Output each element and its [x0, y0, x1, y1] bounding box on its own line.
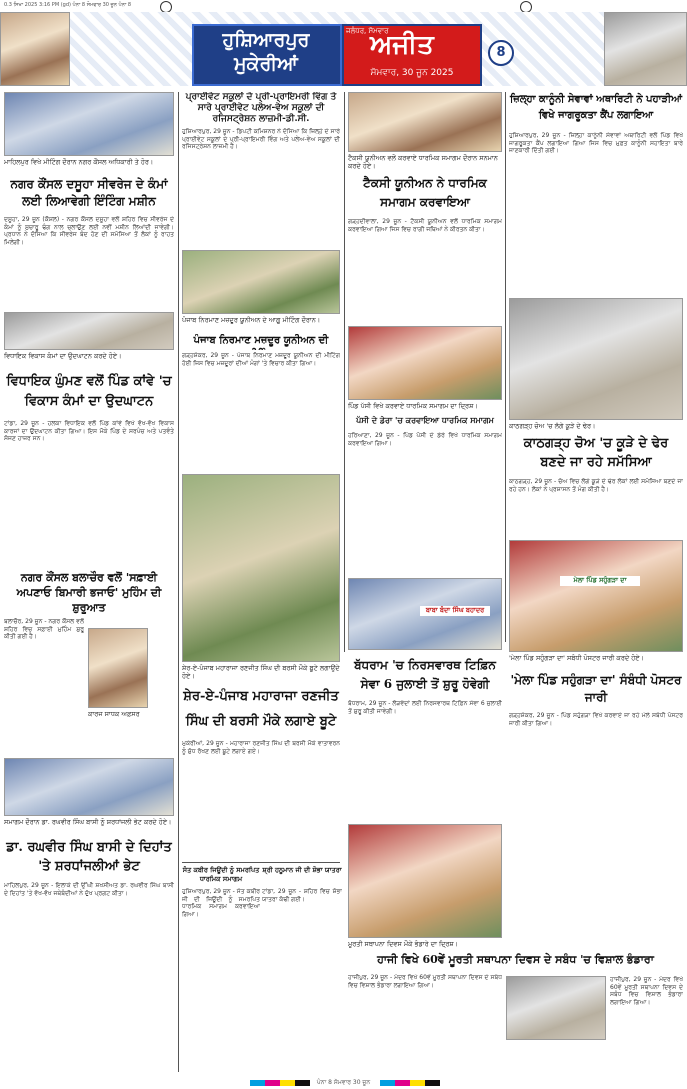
color-calibration-bar	[250, 1080, 310, 1086]
photo-caption: ਮਾਹਿਲਪੁਰ ਵਿਖੇ ਮੀਟਿੰਗ ਦੌਰਾਨ ਨਗਰ ਕੌਂਸਲ ਅਧਿਕਾਰੀ ਤੇ ਹੋਰ।	[4, 158, 154, 166]
headline: ਨਗਰ ਕੌਂਸਲ ਬਲਾਚੌਰ ਵਲੋਂ 'ਸਫ਼ਾਈ ਅਪਣਾਓ ਬਿਮਾਰੀ ਭਜਾਓ' ਮੁਹਿੰਮ ਦੀ ਸ਼ੁਰੂਆਤ	[16, 571, 162, 614]
article-body: ਮਾਹਿਲਪੁਰ, 29 ਜੂਨ - ਇਲਾਕੇ ਦੀ ਉੱਘੀ ਸ਼ਖਸੀਅਤ ਡਾ. ਰਘਵੀਰ ਸਿੰਘ ਬਾਸੀ ਦੇ ਦਿਹਾਂਤ 'ਤੇ ਵੱਖ-ਵੱਖ ਜਥੇਬੰਦੀਆਂ ਨੇ ਦੁੱਖ ਪ੍ਰਗਟ ਕੀਤਾ।	[4, 882, 174, 897]
headline: ਪੱਸੀ ਦੇ ਡੇਰਾ 'ਚ ਕਰਵਾਇਆ ਧਾਰਮਿਕ ਸਮਾਗਮ	[356, 415, 494, 425]
photo-religious-event	[348, 326, 502, 400]
column-divider	[344, 92, 345, 652]
sub-headline: ਸੰਤ ਕਬੀਰ ਜਿਊਂਦੀ ਨੂੰ ਸਮਰਪਿਤ ਧਾਰਮਿਕ ਸਮਾਗਮ	[182, 866, 260, 883]
photo-bhandara	[348, 824, 502, 938]
photo-garbage	[509, 298, 683, 420]
article-body: ਹਾਜੀਪੁਰ, 29 ਜੂਨ - ਮੰਦਰ ਵਿਖੇ 60ਵੇਂ ਮੂਰਤੀ ਸਥਾਪਨਾ ਦਿਵਸ ਦੇ ਸਬੰਧ ਵਿਚ ਵਿਸ਼ਾਲ ਭੰਡਾਰਾ ਲਗਾਇਆ ਗਿਆ।	[348, 974, 502, 989]
article-body: ਗੜ੍ਹਸ਼ੰਕਰ, 29 ਜੂਨ - ਪੰਜਾਬ ਨਿਰਮਾਣ ਮਜ਼ਦੂਰ ਯੂਨੀਅਨ ਦੀ ਮੀਟਿੰਗ ਹੋਈ ਜਿਸ ਵਿਚ ਮਜ਼ਦੂਰਾਂ ਦੀਆਂ ਮੰਗਾਂ 'ਤੇ ਵਿਚਾਰ ਕੀਤਾ ਗਿਆ।	[182, 352, 340, 367]
photo-crowd	[506, 976, 606, 1040]
color-calibration-bar	[380, 1080, 440, 1086]
divider	[182, 862, 340, 863]
article-body: ਹਰਿਆਣਾ, 29 ਜੂਨ - ਪਿੰਡ ਪੱਸੀ ਦੇ ਡੇਰੇ ਵਿਖੇ ਧਾਰਮਿਕ ਸਮਾਗਮ ਕਰਵਾਇਆ ਗਿਆ।	[348, 432, 502, 447]
article-body: ਟਾਂਡਾ, 29 ਜੂਨ - ਹਲਕਾ ਵਿਧਾਇਕ ਵਲੋਂ ਪਿੰਡ ਕਾਂਵੇ ਵਿਖੇ ਵੱਖ-ਵੱਖ ਵਿਕਾਸ ਕਾਰਜਾਂ ਦਾ ਉਦਘਾਟਨ ਕੀਤਾ ਗਿਆ। ਇਸ ਮੌਕੇ ਪਿੰਡ ਦੇ ਸਰਪੰਚ ਅਤੇ ਪਤਵੰਤੇ ਸੱਜਣ ਹਾਜ਼ਰ ਸਨ।	[4, 420, 174, 443]
article-body: ਬਲਾਚੌਰ, 29 ਜੂਨ - ਨਗਰ ਕੌਂਸਲ ਵਲੋਂ ਸ਼ਹਿਰ ਵਿਚ ਸਫ਼ਾਈ ਮੁਹਿੰਮ ਸ਼ੁਰੂ ਕੀਤੀ ਗਈ ਹੈ।	[4, 618, 84, 641]
photo-meeting	[4, 92, 174, 156]
photo-tree-planting	[182, 474, 340, 662]
photo-caption: ਪੰਜਾਬ ਨਿਰਮਾਣ ਮਜ਼ਦੂਰ ਯੂਨੀਅਨ ਦੇ ਆਗੂ ਮੀਟਿੰਗ ਦੌਰਾਨ।	[182, 316, 321, 324]
masthead-left-image	[0, 12, 70, 86]
photo-caption: ਸਮਾਗਮ ਦੌਰਾਨ ਡਾ. ਰਘਵੀਰ ਸਿੰਘ ਬਾਸੀ ਨੂੰ ਸ਼ਰਧਾਂਜਲੀ ਭੇਟ ਕਰਦੇ ਹੋਏ।	[4, 818, 172, 826]
photo-development	[4, 312, 174, 350]
photo-union	[182, 250, 340, 314]
print-info-strip: 0.3 ਸਿਖਾ 2025 3:16 PM (gd) ਪੰਨਾ 8 ਸੋਮਵਾਰ 30 ਜੂਨ ਪੰਨਾ 8	[4, 2, 132, 8]
headline: ਹਾਜੀ ਵਿਖੇ 60ਵੇਂ ਮੂਰਤੀ ਸਥਾਪਨਾ ਦਿਵਸ ਦੇ ਸਬੰਧ 'ਚ ਵਿਸ਼ਾਲ ਭੰਡਾਰਾ	[377, 953, 654, 966]
headline: ਪੰਜਾਬ ਨਿਰਮਾਣ ਮਜ਼ਦੂਰ ਯੂਨੀਅਨ ਦੀ	[193, 335, 329, 346]
poster-banner-text: ਮੇਲਾ ਪਿੰਡ ਸਹੁੰਗੜਾ ਦਾ	[560, 576, 640, 586]
article-body: ਹੁਸ਼ਿਆਰਪੁਰ, 29 ਜੂਨ - ਸੰਤ ਕਬੀਰ ਜੀ ਦੀ ਜਿਊਂਦੀ ਨੂੰ ਸਮਰਪਿਤ ਧਾਰਮਿਕ ਸਮਾਗਮ ਕਰਵਾਇਆ ਗਿਆ।	[182, 888, 260, 918]
page-footer: ਪੰਨਾ 8 ਸੋਮਵਾਰ 30 ਜੂਨ	[316, 1079, 371, 1086]
photo-caption: ਪਿੰਡ ਪੱਸੀ ਵਿਖੇ ਕਰਵਾਏ ਧਾਰਮਿਕ ਸਮਾਗਮ ਦਾ ਦ੍ਰਿਸ਼।	[348, 402, 478, 410]
column-divider	[505, 92, 506, 642]
photo-caption: ਕਾਠਗੜ੍ਹ ਚੋਅ 'ਚ ਲੱਗੇ ਕੂੜੇ ਦੇ ਢੇਰ।	[509, 422, 596, 430]
article-body: ਦਸੂਹਾ, 29 ਜੂਨ (ਕੌਸ਼ਲ) - ਨਗਰ ਕੌਂਸਲ ਦਸੂਹਾ ਵਲੋਂ ਸ਼ਹਿਰ ਵਿਚ ਸੀਵਰੇਜ ਦੇ ਕੰਮਾਂ ਨੂੰ ਸੁਚਾਰੂ ਢੰਗ ਨਾਲ ਚਲਾਉਣ ਲਈ ਨਵੀਂ ਮਸ਼ੀਨ ਲਿਆਂਦੀ ਜਾਵੇਗੀ। ਪ੍ਰਧਾਨ ਨੇ ਦੱਸਿਆ ਕਿ ਸੀਵਰੇਜ ਬੰਦ ਹੋਣ ਦੀ ਸਮੱਸਿਆ ਤੋਂ ਲੋਕਾਂ ਨੂੰ ਰਾਹਤ ਮਿਲੇਗੀ।	[4, 216, 174, 246]
page-number: 8	[488, 40, 514, 66]
headline: ਕਾਠਗੜ੍ਹ ਚੋਅ 'ਚ ਕੂੜੇ ਦੇ ਢੇਰ ਬਣਦੇ ਜਾ ਰਹੇ ਸਮੱਸਿਆ	[523, 436, 669, 470]
headline: ਜ਼ਿਲ੍ਹਾ ਕਾਨੂੰਨੀ ਸੇਵਾਵਾਂ ਅਥਾਰਿਟੀ ਨੇ ਪਹਾੜੀਆਂ ਵਿਖੇ ਜਾਗਰੂਕਤਾ ਕੈਂਪ ਲਗਾਇਆ	[509, 94, 682, 121]
masthead-right-image	[604, 12, 687, 86]
headline: ਨਗਰ ਕੌਂਸਲ ਦਸੂਹਾ ਸੀਵਰੇਜ ਦੇ ਕੰਮਾਂ ਲਈ ਲਿਆਵੇਗੀ ਇੰਟਿੰਗ ਮਸ਼ੀਨ	[10, 177, 168, 208]
column-divider	[178, 92, 179, 1072]
headline: ਸ਼ੇਰ-ਏ-ਪੰਜਾਬ ਮਹਾਰਾਜਾ ਰਣਜੀਤ ਸਿੰਘ ਦੀ ਬਰਸੀ ਮੌਕੇ ਲਗਾਏ ਬੂਟੇ	[183, 689, 339, 729]
photo-caption: ਸ਼ੇਰ-ਏ-ਪੰਜਾਬ ਮਹਾਰਾਜਾ ਰਣਜੀਤ ਸਿੰਘ ਦੀ ਬਰਸੀ ਮੌਕੇ ਬੂਟੇ ਲਗਾਉਂਦੇ ਹੋਏ।	[182, 664, 340, 680]
article-body: ਗੜ੍ਹਸ਼ੰਕਰ, 29 ਜੂਨ - ਪਿੰਡ ਸਹੁੰਗੜਾ ਵਿਖੇ ਕਰਵਾਏ ਜਾ ਰਹੇ ਮੇਲੇ ਸਬੰਧੀ ਪੋਸਟਰ ਜਾਰੀ ਕੀਤਾ ਗਿਆ।	[509, 712, 683, 727]
photo-caption: ਵਿਧਾਇਕ ਵਿਕਾਸ ਕੰਮਾਂ ਦਾ ਉਦਘਾਟਨ ਕਰਦੇ ਹੋਏ।	[4, 352, 122, 360]
issue-date: ਸੋਮਵਾਰ, 30 ਜੂਨ 2025	[370, 68, 454, 78]
photo-poster-release	[509, 540, 683, 652]
headline: ਟੈਕਸੀ ਯੂਨੀਅਨ ਨੇ ਧਾਰਮਿਕ ਸਮਾਗਮ ਕਰਵਾਇਆ	[363, 176, 487, 209]
article-body: ਗੜ੍ਹਦੀਵਾਲਾ, 29 ਜੂਨ - ਟੈਕਸੀ ਯੂਨੀਅਨ ਵਲੋਂ ਧਾਰਮਿਕ ਸਮਾਗਮ ਕਰਵਾਇਆ ਗਿਆ ਜਿਸ ਵਿਚ ਰਾਗੀ ਜਥਿਆਂ ਨੇ ਕੀਰਤਨ ਕੀਤਾ।	[348, 218, 502, 233]
section-title: ਹੁਸ਼ਿਆਰਪੁਰ ਮੁਕੇਰੀਆਂ	[222, 29, 310, 75]
brand-name: ਅਜੀਤ	[370, 30, 434, 60]
headline: 'ਮੇਲਾ ਪਿੰਡ ਸਹੁੰਗੜਾ ਦਾ' ਸੰਬੰਧੀ ਪੋਸਟਰ ਜਾਰੀ	[510, 673, 682, 704]
photo-banner-text: ਬਾਬਾ ਬੰਦਾ ਸਿੰਘ ਬਹਾਦਰ	[420, 606, 490, 616]
article-body: ਹੁਸ਼ਿਆਰਪੁਰ, 29 ਜੂਨ - ਜ਼ਿਲ੍ਹਾ ਕਾਨੂੰਨੀ ਸੇਵਾਵਾਂ ਅਥਾਰਿਟੀ ਵਲੋਂ ਪਿੰਡ ਵਿਖੇ ਜਾਗਰੂਕਤਾ ਕੈਂਪ ਲਗਾਇਆ ਗਿਆ ਜਿਸ ਵਿਚ ਮੁਫ਼ਤ ਕਾਨੂੰਨੀ ਸਹਾਇਤਾ ਬਾਰੇ ਜਾਣਕਾਰੀ ਦਿੱਤੀ ਗਈ।	[509, 132, 683, 155]
photo-caption: 'ਮੇਲਾ ਪਿੰਡ ਸਹੁੰਗੜਾ ਦਾ' ਸਬੰਧੀ ਪੋਸਟਰ ਜਾਰੀ ਕਰਦੇ ਹੋਏ।	[509, 654, 644, 662]
article-body: ਕਾਠਗੜ੍ਹ, 29 ਜੂਨ - ਚੋਅ ਵਿਚ ਲੱਗੇ ਕੂੜੇ ਦੇ ਢੇਰ ਲੋਕਾਂ ਲਈ ਸਮੱਸਿਆ ਬਣਦੇ ਜਾ ਰਹੇ ਹਨ। ਲੋਕਾਂ ਨੇ ਪ੍ਰਸ਼ਾਸਨ ਤੋਂ ਮੰਗ ਕੀਤੀ ਹੈ।	[509, 478, 683, 493]
photo-caption: ਟੈਕਸੀ ਯੂਨੀਅਨ ਵਲੋਂ ਕਰਵਾਏ ਧਾਰਮਿਕ ਸਮਾਗਮ ਦੌਰਾਨ ਸਨਮਾਨ ਕਰਦੇ ਹੋਏ।	[348, 154, 498, 170]
article-body: ਮੁਕੇਰੀਆਂ, 29 ਜੂਨ - ਮਹਾਰਾਜਾ ਰਣਜੀਤ ਸਿੰਘ ਦੀ ਬਰਸੀ ਮੌਕੇ ਵਾਤਾਵਰਨ ਨੂੰ ਸ਼ੁੱਧ ਰੱਖਣ ਲਈ ਬੂਟੇ ਲਗਾਏ ਗਏ।	[182, 740, 340, 755]
article-body: ਬੱਧਰਾਮ, 29 ਜੂਨ - ਲੋੜਵੰਦਾਂ ਲਈ ਨਿਰਸਵਾਰਥ ਟਿਫ਼ਿਨ ਸੇਵਾ 6 ਜੁਲਾਈ ਤੋਂ ਸ਼ੁਰੂ ਕੀਤੀ ਜਾਵੇਗੀ।	[348, 700, 502, 715]
photo-caption: ਕਾਰਜ ਸਾਧਕ ਅਫ਼ਸਰ	[88, 710, 140, 718]
photo-caption: ਮੂਰਤੀ ਸਥਾਪਨਾ ਦਿਵਸ ਮੌਕੇ ਭੰਡਾਰੇ ਦਾ ਦ੍ਰਿਸ਼।	[348, 940, 459, 948]
headline: ਵਿਧਾਇਕ ਘੁੰਮਣ ਵਲੋਂ ਪਿੰਡ ਕਾਂਵੇ 'ਚ ਵਿਕਾਸ ਕੰਮਾਂ ਦਾ ਉਦਘਾਟਨ	[6, 374, 172, 409]
sub-headline: ਸ਼੍ਰੀ ਹਨੂਮਾਨ ਜੀ ਦੀ ਸ਼ੋਭਾ ਯਾਤਰਾ	[262, 866, 342, 874]
photo-tribute	[4, 758, 174, 816]
article-body: ਹੁਸ਼ਿਆਰਪੁਰ, 29 ਜੂਨ - ਡਿਪਟੀ ਕਮਿਸ਼ਨਰ ਨੇ ਦੱਸਿਆ ਕਿ ਜ਼ਿਲ੍ਹੇ ਦੇ ਸਾਰੇ ਪ੍ਰਾਈਵੇਟ ਸਕੂਲਾਂ ਦੇ ਪ੍ਰੀ-ਪ੍ਰਾਇਮਰੀ ਵਿੰਗ ਅਤੇ ਪਲੇਅ-ਵੇਅ ਸਕੂਲਾਂ ਦੀ ਰਜਿਸਟ੍ਰੇਸ਼ਨ ਲਾਜ਼ਮੀ ਹੈ।	[182, 128, 340, 151]
photo-taxi-union	[348, 92, 502, 152]
headline: ਪ੍ਰਾਈਵੇਟ ਸਕੂਲਾਂ ਦੇ ਪ੍ਰੀ-ਪ੍ਰਾਇਮਰੀ ਵਿੰਗ ਤੇ ਸਾਰੇ ਪ੍ਰਾਈਵੇਟ ਪਲੇਅ-ਵੇਅ ਸਕੂਲਾਂ ਦੀ ਰਜਿਸਟ੍ਰੇਸ਼ਨ ਲਾਜ਼ਮੀ-ਡੀ.ਸੀ.	[185, 92, 337, 124]
edition-label: ਜਲੰਧਰ, ਸੋਮਵਾਰ	[346, 27, 389, 35]
headline: ਬੱਧਰਾਮ 'ਚ ਨਿਰਸਵਾਰਥ ਟਿਫ਼ਿਨ ਸੇਵਾ 6 ਜੁਲਾਈ ਤੋਂ ਸ਼ੁਰੂ ਹੋਵੇਗੀ	[354, 658, 496, 691]
article-body-continued: ਹਾਜੀਪੁਰ, 29 ਜੂਨ - ਮੰਦਰ ਵਿਖੇ 60ਵੇਂ ਮੂਰਤੀ ਸਥਾਪਨਾ ਦਿਵਸ ਦੇ ਸਬੰਧ ਵਿਚ ਵਿਸ਼ਾਲ ਭੰਡਾਰਾ ਲਗਾਇਆ ਗਿਆ।	[610, 976, 683, 1006]
article-body: ਟਾਂਡਾ, 29 ਜੂਨ - ਸ਼ਹਿਰ ਵਿਚ ਸ਼ੋਭਾ ਯਾਤਰਾ ਕੱਢੀ ਗਈ।	[262, 888, 342, 903]
photo-portrait	[88, 628, 148, 708]
headline: ਡਾ. ਰਘਵੀਰ ਸਿੰਘ ਬਾਸੀ ਦੇ ਦਿਹਾਂਤ 'ਤੇ ਸ਼ਰਧਾਂਜਲੀਆਂ ਭੇਟ	[6, 840, 172, 874]
